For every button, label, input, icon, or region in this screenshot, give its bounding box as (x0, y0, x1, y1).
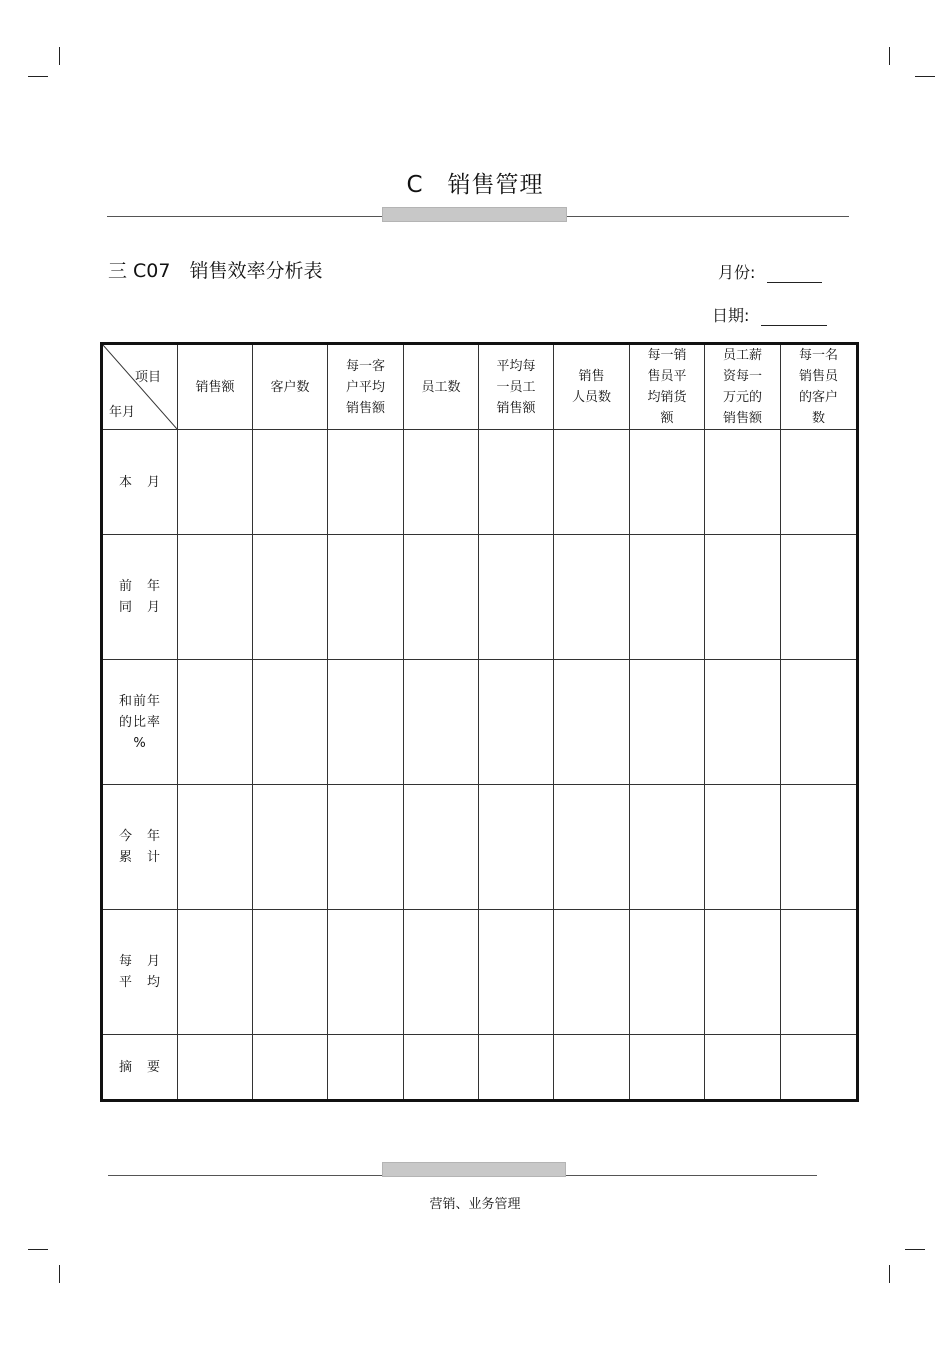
sales-efficiency-table (100, 342, 859, 1102)
month-label: 月份: (718, 263, 756, 282)
table-cell[interactable] (630, 1035, 705, 1101)
row-header: 今 年 累 计 (102, 785, 178, 910)
table-cell[interactable] (253, 910, 328, 1035)
date-blank[interactable] (761, 309, 827, 326)
table-cell[interactable] (253, 430, 328, 535)
table-cell[interactable] (178, 430, 253, 535)
page-title: C 销售管理 (406, 172, 544, 198)
column-header: 每一名 销售员 的客户 数 (781, 344, 858, 430)
row-header: 摘 要 (102, 1035, 178, 1101)
table-row (102, 1035, 858, 1101)
table-cell[interactable] (554, 910, 630, 1035)
table-cell[interactable] (554, 785, 630, 910)
row-header: 本 月 (102, 430, 178, 535)
crop-mark (905, 1249, 925, 1250)
crop-mark (915, 76, 935, 77)
table-cell[interactable] (178, 535, 253, 660)
table-cell[interactable] (479, 910, 554, 1035)
table-cell[interactable] (705, 910, 781, 1035)
table-cell[interactable] (479, 430, 554, 535)
corner-cell (102, 344, 178, 430)
crop-mark (28, 1249, 48, 1250)
row-header: 每 月 平 均 (102, 910, 178, 1035)
column-header: 每一客 户平均 销售额 (328, 344, 404, 430)
table-cell[interactable] (328, 660, 404, 785)
table-cell[interactable] (781, 430, 858, 535)
table-cell[interactable] (328, 535, 404, 660)
table-cell[interactable] (479, 785, 554, 910)
column-header: 销售额 (178, 344, 253, 430)
table-row (102, 785, 858, 910)
table-body (102, 344, 858, 1101)
table-cell[interactable] (554, 660, 630, 785)
crop-mark (28, 76, 48, 77)
table-cell[interactable] (328, 785, 404, 910)
table-cell[interactable] (328, 910, 404, 1035)
table-row (102, 430, 858, 535)
table-row (102, 660, 858, 785)
table-cell[interactable] (781, 785, 858, 910)
date-field (712, 303, 827, 326)
footer-text: 营销、业务管理 (429, 1197, 521, 1212)
table-cell[interactable] (705, 660, 781, 785)
row-header: 和前年 的比率 % (102, 660, 178, 785)
form-title: 三 C07 销售效率分析表 (108, 260, 323, 282)
table-cell[interactable] (781, 660, 858, 785)
table-cell[interactable] (178, 660, 253, 785)
table-cell[interactable] (178, 910, 253, 1035)
table-row (102, 910, 858, 1035)
table-cell[interactable] (554, 535, 630, 660)
month-blank[interactable] (767, 266, 822, 283)
table-cell[interactable] (705, 430, 781, 535)
crop-mark (889, 1265, 890, 1283)
table-cell[interactable] (479, 535, 554, 660)
column-header: 员工数 (404, 344, 479, 430)
table-cell[interactable] (479, 1035, 554, 1101)
crop-mark (59, 1265, 60, 1283)
table-cell[interactable] (705, 535, 781, 660)
table-cell[interactable] (781, 535, 858, 660)
table-cell[interactable] (253, 535, 328, 660)
table-cell[interactable] (178, 785, 253, 910)
table-cell[interactable] (705, 1035, 781, 1101)
table-cell[interactable] (404, 660, 479, 785)
row-header: 前 年 同 月 (102, 535, 178, 660)
table-cell[interactable] (404, 910, 479, 1035)
column-header: 平均每 一员工 销售额 (479, 344, 554, 430)
table-cell[interactable] (479, 660, 554, 785)
crop-mark (889, 47, 890, 65)
table-cell[interactable] (253, 1035, 328, 1101)
table-cell[interactable] (630, 785, 705, 910)
header-row (102, 344, 858, 430)
corner-label-yearmonth: 年月 (109, 405, 136, 420)
header-band (382, 207, 567, 222)
crop-mark (59, 47, 60, 65)
table-cell[interactable] (630, 535, 705, 660)
column-header: 员工薪 资每一 万元的 销售额 (705, 344, 781, 430)
table-cell[interactable] (554, 430, 630, 535)
table-cell[interactable] (404, 430, 479, 535)
table-cell[interactable] (781, 1035, 858, 1101)
column-header: 销售 人员数 (554, 344, 630, 430)
table-cell[interactable] (253, 785, 328, 910)
month-field (718, 260, 822, 283)
table-cell[interactable] (630, 430, 705, 535)
column-header: 客户数 (253, 344, 328, 430)
table-cell[interactable] (781, 910, 858, 1035)
date-label: 日期: (712, 306, 750, 325)
table-cell[interactable] (404, 785, 479, 910)
table-cell[interactable] (178, 1035, 253, 1101)
table-cell[interactable] (705, 785, 781, 910)
table-cell[interactable] (554, 1035, 630, 1101)
table-cell[interactable] (328, 1035, 404, 1101)
corner-label-item: 项目 (134, 370, 161, 385)
table-row (102, 535, 858, 660)
column-header: 每一销 售员平 均销货 额 (630, 344, 705, 430)
table-cell[interactable] (328, 430, 404, 535)
table-cell[interactable] (630, 660, 705, 785)
table-cell[interactable] (404, 1035, 479, 1101)
table-cell[interactable] (253, 660, 328, 785)
footer-band (382, 1162, 566, 1177)
table-cell[interactable] (630, 910, 705, 1035)
table-cell[interactable] (404, 535, 479, 660)
